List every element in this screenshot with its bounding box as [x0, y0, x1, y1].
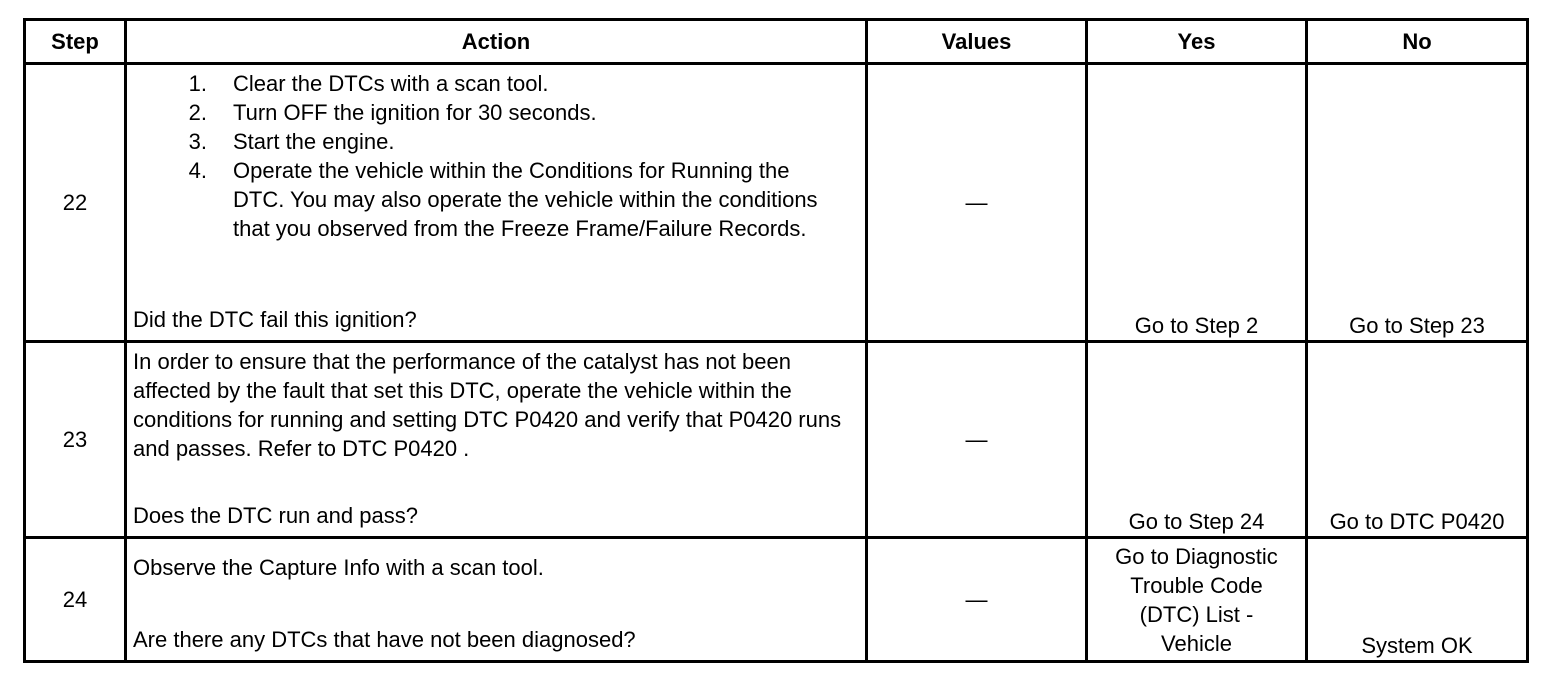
- action-paragraph: Observe the Capture Info with a scan tool.: [133, 555, 544, 580]
- list-item: [133, 156, 861, 243]
- step-index: 1.: [188, 71, 207, 96]
- header-row: [25, 20, 1528, 64]
- values-cell: [867, 64, 1087, 342]
- action-question: Does the DTC run and pass?: [133, 503, 418, 528]
- no-link[interactable]: Go to Step 23: [1307, 64, 1528, 342]
- diagnostic-table: [23, 18, 1529, 663]
- action-question: Did the DTC fail this ignition?: [133, 307, 417, 332]
- step-index: 2.: [188, 100, 207, 125]
- header-yes: Yes: [1087, 20, 1307, 64]
- header-step: Step: [25, 20, 126, 64]
- yes-link[interactable]: Go to Diagnostic Trouble Code (DTC) List - Vehicle: [1087, 538, 1307, 662]
- action-cell: [126, 342, 867, 538]
- values-dash: —: [965, 426, 988, 452]
- action-cell: [126, 64, 867, 342]
- step-text: Turn OFF the ignition for 30 seconds.: [233, 100, 597, 125]
- values-dash: —: [965, 586, 988, 612]
- step-number: 24: [25, 538, 126, 662]
- list-item: [133, 98, 861, 127]
- header-action: Action: [126, 20, 867, 64]
- action-question: Are there any DTCs that have not been diagnosed?: [133, 627, 636, 652]
- step-index: 4.: [188, 158, 207, 183]
- step-text: Operate the vehicle within the Conditions for Running the DTC. You may also operate the vehicle within the conditions that you observed from the Freeze Frame/Failure Records.: [233, 158, 818, 241]
- list-item: [133, 127, 861, 156]
- step-number: 22: [25, 64, 126, 342]
- table-row: [25, 64, 1528, 342]
- step-text: Clear the DTCs with a scan tool.: [233, 71, 549, 96]
- header-no: No: [1307, 20, 1528, 64]
- header-values: Values: [867, 20, 1087, 64]
- step-index: 3.: [188, 129, 207, 154]
- table-row: [25, 342, 1528, 538]
- values-dash: —: [965, 189, 988, 215]
- list-item: [133, 69, 861, 98]
- no-link[interactable]: System OK: [1307, 538, 1528, 662]
- values-cell: [867, 538, 1087, 662]
- no-link[interactable]: Go to DTC P0420: [1307, 342, 1528, 538]
- step-text: Start the engine.: [233, 129, 395, 154]
- step-number: 23: [25, 342, 126, 538]
- values-cell: [867, 342, 1087, 538]
- action-steps-list: [133, 69, 861, 243]
- action-paragraph: In order to ensure that the performance of the catalyst has not been affected by the fault that set this DTC, operate the vehicle within the conditions for running and setting DTC P0420 and verify that P0420 runs and passes. Refer to DTC P0420 .: [133, 349, 842, 461]
- table-row: [25, 538, 1528, 662]
- yes-link[interactable]: Go to Step 2: [1087, 64, 1307, 342]
- yes-link[interactable]: Go to Step 24: [1087, 342, 1307, 538]
- action-cell: [126, 538, 867, 662]
